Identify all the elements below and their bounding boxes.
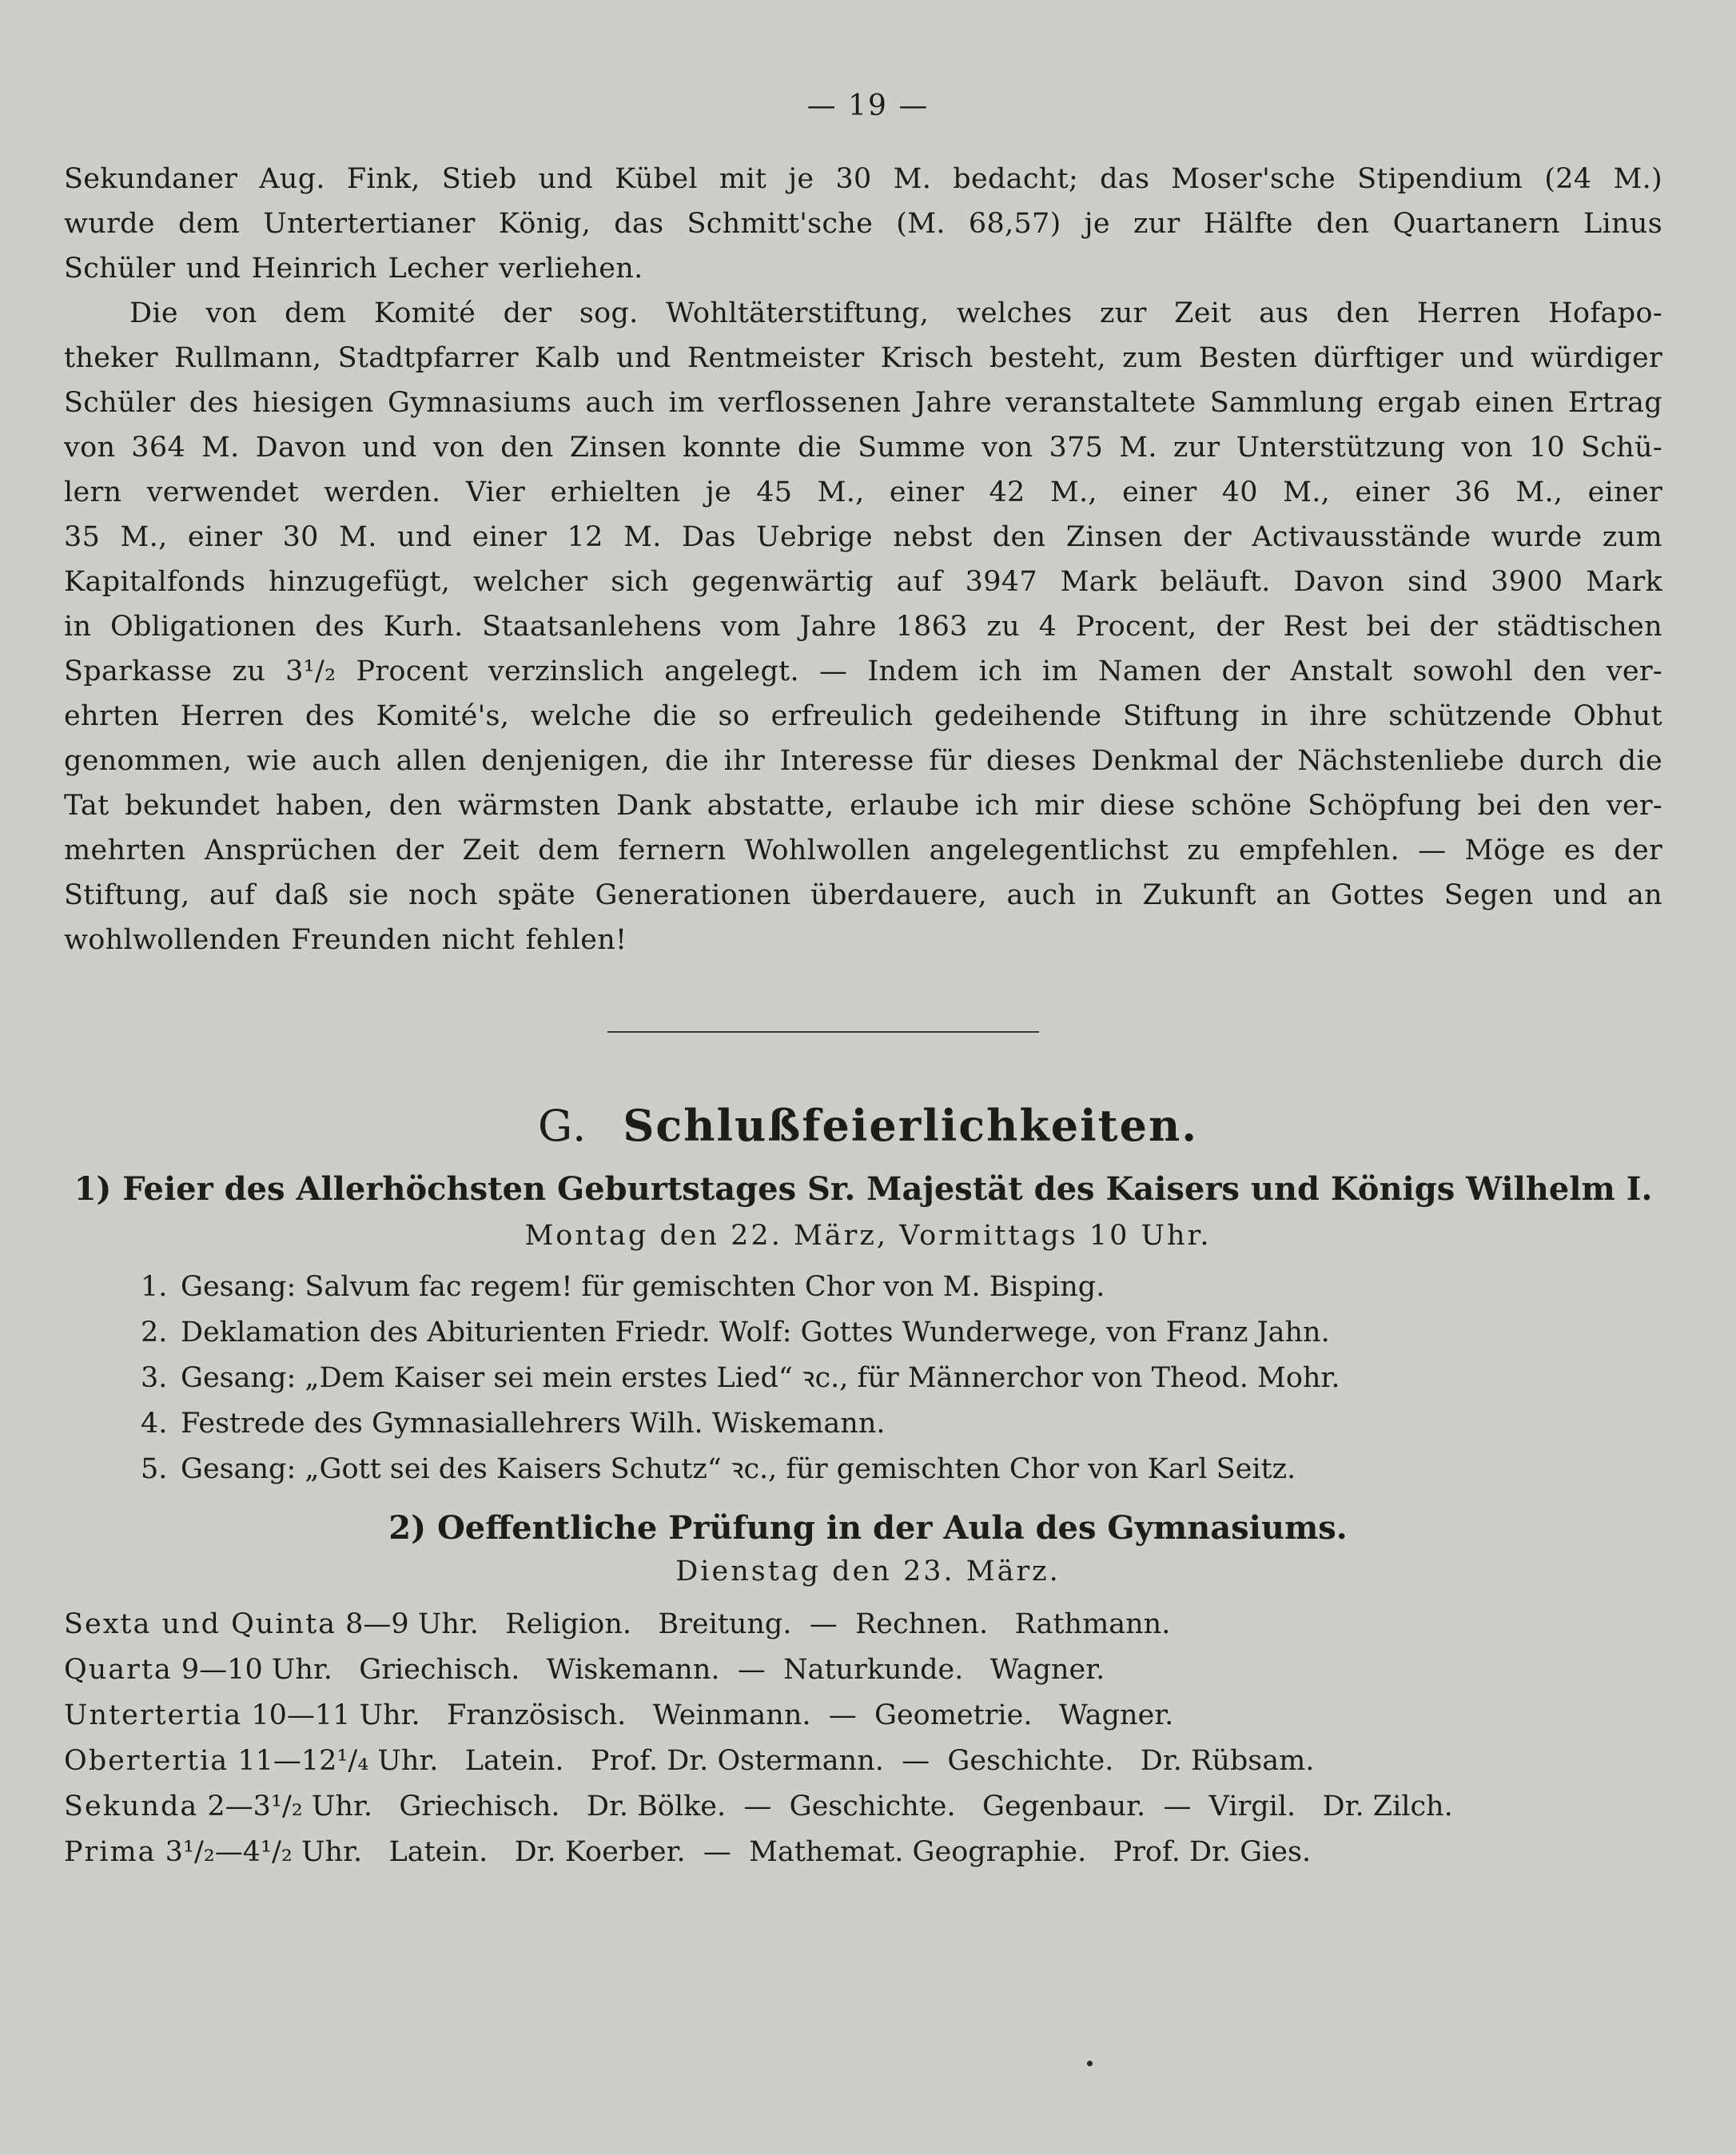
item-text: Gesang: „Gott sei des Kaisers Schutz“ ꝛc., für gemischten Chor von Karl Seitz. — [181, 1453, 1296, 1485]
schedule-details: 2—3¹/₂ Uhr. Griechisch. Dr. Bölke. — Geschichte. Gegenbaur. — Virgil. Dr. Zilch. — [207, 1791, 1453, 1822]
program-item — [141, 1401, 1579, 1447]
schedule-details: 11—12¹/₄ Uhr. Latein. Prof. Dr. Ostermann. — Geschichte. Dr. Rübsam. — [237, 1745, 1315, 1777]
text-line: wohlwollenden Freunden nicht fehlen! — [64, 924, 627, 956]
text-line: Stiftung, auf daß sie noch späte Generationen überdauere, auch in Zukunft an Gottes Segen und an — [64, 879, 1662, 911]
text-line: Schüler des hiesigen Gymnasiums auch im verflossenen Jahre veranstaltete Sammlung ergab einen Ertrag — [64, 387, 1662, 419]
item-number: 1. — [141, 1271, 168, 1303]
part1-title: 1) Feier des Allerhöchsten Geburtstages Sr. Majestät des Kaisers und Königs Wilhelm I. — [74, 1170, 1653, 1208]
schedule-row — [64, 1647, 1662, 1693]
class-name: Sekunda — [64, 1791, 199, 1822]
text-line: Die von dem Komité der sog. Wohltäterstiftung, welches zur Zeit aus den Herren Hofapo- — [129, 297, 1662, 329]
text-line: in Obligationen des Kurh. Staatsanlehens vom Jahre 1863 zu 4 Procent, der Rest bei der städtischen — [64, 611, 1662, 643]
text-line: Kapitalfonds hinzugefügt, welcher sich gegenwärtig auf 3947 Mark beläuft. Davon sind 3900 Mark — [64, 566, 1662, 598]
class-name: Obertertia — [64, 1745, 229, 1777]
schedule-row — [64, 1602, 1662, 1647]
section-divider — [607, 1031, 1039, 1033]
text-line: genommen, wie auch allen denjenigen, die ihr Interesse für dieses Denkmal der Nächstenliebe durch die — [64, 745, 1662, 777]
paragraph-block — [64, 157, 1662, 962]
text-line: von 364 M. Davon und von den Zinsen konnte die Summe von 375 M. zur Unterstützung von 10 Schü- — [64, 432, 1662, 464]
schedule-row — [64, 1784, 1662, 1830]
text-line: ehrten Herren des Komité's, welche die so erfreulich gedeihende Stiftung in ihre schützende Obhut — [64, 700, 1662, 732]
text-line: theker Rullmann, Stadtpfarrer Kalb und Rentmeister Krisch besteht, zum Besten dürftiger und würdiger — [64, 342, 1662, 374]
item-number: 5. — [141, 1453, 168, 1485]
item-text: Deklamation des Abiturienten Friedr. Wolf: Gottes Wunderwege, von Franz Jahn. — [181, 1317, 1330, 1348]
program-list — [141, 1265, 1579, 1492]
part2-title: 2) Oeffentliche Prüfung in der Aula des Gymnasiums. — [388, 1509, 1348, 1547]
program-item — [141, 1356, 1579, 1401]
section-heading — [0, 1100, 1736, 1151]
item-number: 4. — [141, 1408, 168, 1440]
item-number: 2. — [141, 1317, 168, 1348]
schedule-row — [64, 1830, 1662, 1875]
schedule-details: 3¹/₂—4¹/₂ Uhr. Latein. Dr. Koerber. — Mathemat. Geographie. Prof. Dr. Gies. — [165, 1836, 1312, 1868]
text-line: lern verwendet werden. Vier erhielten je 45 M., einer 42 M., einer 40 M., einer 36 M., einer — [64, 476, 1662, 508]
part2-date: Dienstag den 23. März. — [675, 1556, 1061, 1587]
ink-speck — [1087, 2061, 1093, 2066]
class-name: Quarta — [64, 1654, 173, 1686]
item-number: 3. — [141, 1362, 168, 1394]
item-text: Gesang: „Dem Kaiser sei mein erstes Lied“ ꝛc., für Männerchor von Theod. Mohr. — [181, 1362, 1340, 1394]
class-name: Sexta und Quinta — [64, 1608, 337, 1640]
program-item — [141, 1265, 1579, 1310]
schedule-row — [64, 1739, 1662, 1784]
text-line: Schüler und Heinrich Lecher verliehen. — [64, 253, 643, 285]
part1-date: Montag den 22. März, Vormittags 10 Uhr. — [524, 1220, 1212, 1252]
section-letter: G. — [537, 1101, 588, 1151]
class-name: Prima — [64, 1836, 157, 1868]
exam-schedule — [64, 1602, 1662, 1875]
text-line: Tat bekundet haben, den wärmsten Dank abstatte, erlaube ich mir diese schöne Schöpfung bei den ver- — [64, 790, 1662, 822]
class-name: Untertertia — [64, 1699, 243, 1731]
text-line: 35 M., einer 30 M. und einer 12 M. Das Uebrige nebst den Zinsen der Activausstände wurde zum — [64, 521, 1662, 553]
program-item — [141, 1310, 1579, 1356]
text-line: Sparkasse zu 3¹/₂ Procent verzinslich angelegt. — Indem ich im Namen der Anstalt sowohl den ver- — [64, 655, 1662, 687]
schedule-details: 10—11 Uhr. Französisch. Weinmann. — Geometrie. Wagner. — [251, 1699, 1174, 1731]
schedule-row — [64, 1693, 1662, 1739]
item-text: Gesang: Salvum fac regem! für gemischten Chor von M. Bisping. — [181, 1271, 1105, 1303]
schedule-details: 9—10 Uhr. Griechisch. Wiskemann. — Naturkunde. Wagner. — [181, 1654, 1105, 1686]
schedule-details: 8—9 Uhr. Religion. Breitung. — Rechnen. Rathmann. — [345, 1608, 1171, 1640]
text-line: wurde dem Untertertianer König, das Schmitt'sche (M. 68,57) je zur Hälfte den Quartanern Linus — [64, 208, 1662, 240]
program-item — [141, 1447, 1579, 1492]
page-number: — 19 — — [806, 90, 930, 122]
text-line: Sekundaner Aug. Fink, Stieb und Kübel mit je 30 M. bedacht; das Moser'sche Stipendium (24 M.) — [64, 163, 1662, 195]
item-text: Festrede des Gymnasiallehrers Wilh. Wiskemann. — [181, 1408, 886, 1440]
text-line: mehrten Ansprüchen der Zeit dem fernern Wohlwollen angelegentlichst zu empfehlen. — Möge es der — [64, 835, 1662, 866]
section-title: Schlußfeierlichkeiten. — [623, 1100, 1199, 1151]
